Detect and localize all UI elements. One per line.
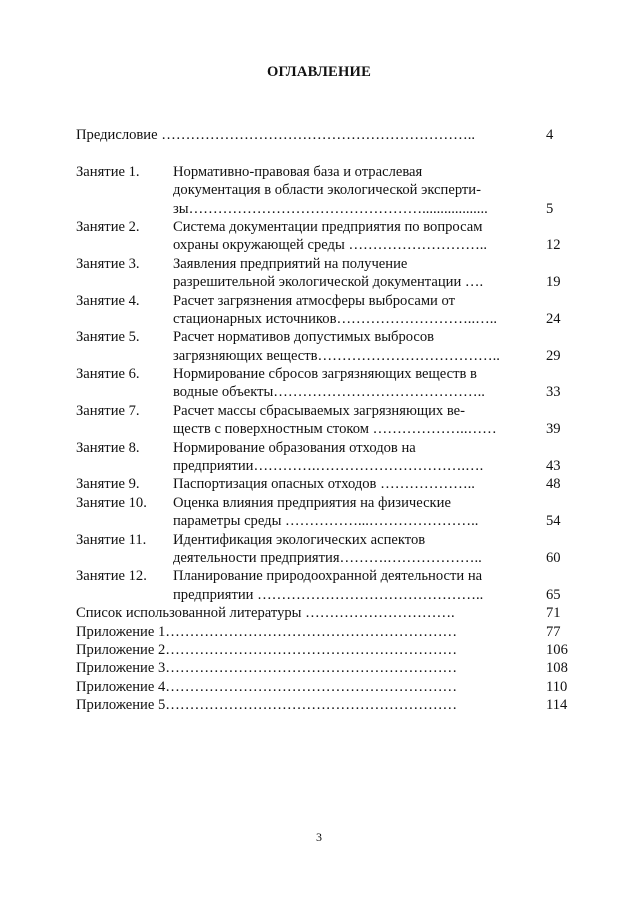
toc-entry-line	[76, 310, 576, 328]
toc-entry-text: Приложение 1……………………………………………………	[76, 623, 458, 640]
toc-page-number: 43	[546, 458, 561, 475]
toc-entry-line	[76, 181, 576, 199]
toc-page-number: 106	[546, 641, 568, 658]
toc-entry-text: Расчет массы сбрасываемых загрязняющих ве-	[173, 402, 465, 419]
toc-entry-preface	[76, 126, 576, 144]
page-number: 3	[316, 830, 322, 844]
toc-lesson-label: Занятие 10.	[76, 494, 147, 511]
toc-entry	[76, 659, 576, 677]
toc-entry-line	[76, 383, 576, 401]
toc-entry-line	[76, 218, 576, 236]
toc-entry-text: Приложение 3……………………………………………………	[76, 660, 458, 677]
toc-entry-text: предприятии ………………………………………..	[173, 586, 484, 603]
toc-entry-line	[76, 586, 576, 604]
toc-page-number: 33	[546, 384, 561, 401]
toc-entry-line	[76, 549, 576, 567]
spacer	[76, 144, 576, 162]
toc-entry-text: охраны окружающей среды ………………………..	[173, 237, 488, 254]
appendix-entries	[76, 604, 576, 714]
toc-page-number: 114	[546, 697, 568, 714]
toc-entry-text: Предисловие ………………………………………………………..	[76, 127, 476, 143]
toc-entry-text: Паспортизация опасных отходов ………………..	[173, 476, 475, 493]
toc-lesson-label: Занятие 4.	[76, 292, 140, 309]
toc-lesson-label: Занятие 5.	[76, 329, 140, 346]
lesson-entries	[76, 163, 576, 604]
toc-entry-text: Идентификация экологических аспектов	[173, 531, 426, 548]
toc-entry-line	[76, 531, 576, 549]
toc-entry-line	[76, 347, 576, 365]
toc-page-number: 54	[546, 513, 561, 530]
toc-entry-line	[76, 292, 576, 310]
toc-entry-line	[76, 567, 576, 585]
toc-lesson-label: Занятие 11.	[76, 531, 147, 548]
toc-entry-text: предприятии………….………………………….….	[173, 458, 484, 475]
toc-entry-line	[76, 328, 576, 346]
toc-page-number: 110	[546, 678, 568, 695]
toc-entry-text: ществ с поверхностным стоком ………………..……	[173, 421, 497, 438]
toc-page-number: 39	[546, 421, 561, 438]
toc-page-number: 4	[546, 127, 554, 143]
toc-entry-text: Нормирование сбросов загрязняющих веществ в	[173, 366, 477, 383]
toc-entry-line	[76, 475, 576, 493]
toc-entry-line	[76, 512, 576, 530]
toc-entry-line	[76, 255, 576, 273]
toc-entry-text: разрешительной экологической документации ….	[173, 274, 484, 291]
toc-entry-line	[76, 273, 576, 291]
toc-entry-text: Нормативно-правовая база и отраслевая	[173, 163, 423, 180]
toc-entry-line	[76, 439, 576, 457]
page-title: ОГЛАВЛЕНИЕ	[266, 64, 372, 80]
toc-entry	[76, 696, 576, 714]
toc-entry-text: Система документации предприятия по вопросам	[173, 218, 483, 235]
toc-entry-line	[76, 163, 576, 181]
toc-page-number: 24	[546, 310, 561, 327]
toc-entry-text: Расчет загрязнения атмосферы выбросами от	[173, 292, 455, 309]
toc-entry-text: Приложение 2……………………………………………………	[76, 641, 458, 658]
toc-page-number: 65	[546, 586, 561, 603]
toc-lesson-label: Занятие 3.	[76, 255, 140, 272]
toc-page-number: 12	[546, 237, 561, 254]
toc-entry-text: Нормирование образования отходов на	[173, 439, 416, 456]
toc-lesson-label: Занятие 9.	[76, 476, 140, 493]
toc-page-number: 60	[546, 549, 561, 566]
toc-lesson-label: Занятие 2.	[76, 218, 140, 235]
toc-entry-text: зы…………………………………………..................	[173, 200, 488, 217]
toc-lesson-label: Занятие 8.	[76, 439, 140, 456]
toc-page-number: 108	[546, 660, 568, 677]
toc-entry-line	[76, 420, 576, 438]
toc-page-number: 19	[546, 274, 561, 291]
toc-page-number: 5	[546, 200, 554, 217]
toc-entry-line	[76, 402, 576, 420]
toc-lesson-label: Занятие 7.	[76, 402, 140, 419]
toc-entry-line	[76, 200, 576, 218]
toc-entry-text: Расчет нормативов допустимых выбросов	[173, 329, 435, 346]
toc-entry-text: водные объекты……………………………………..	[173, 384, 485, 401]
toc-entry-text: стационарных источников………………………..…..	[173, 310, 497, 327]
toc-entry-text: Заявления предприятий на получение	[173, 255, 408, 272]
toc-entry-text: Приложение 4……………………………………………………	[76, 678, 458, 695]
toc-lesson-label: Занятие 1.	[76, 163, 140, 180]
toc-entry	[76, 623, 576, 641]
toc-entry-line	[76, 494, 576, 512]
toc-entry-text: Планирование природоохранной деятельности на	[173, 568, 483, 585]
toc-entry	[76, 641, 576, 659]
toc-page-number: 29	[546, 347, 561, 364]
toc-entry	[76, 604, 576, 622]
toc-page-number: 71	[546, 605, 561, 622]
toc-entry	[76, 678, 576, 696]
toc-entry-line	[76, 457, 576, 475]
toc-entry-text: Приложение 5……………………………………………………	[76, 697, 458, 714]
toc-entry-text: деятельности предприятия……….………………..	[173, 549, 482, 566]
table-of-contents	[76, 126, 576, 715]
toc-page-number: 77	[546, 623, 561, 640]
toc-entry-line	[76, 365, 576, 383]
toc-entry-text: Оценка влияния предприятия на физические	[173, 494, 451, 511]
toc-lesson-label: Занятие 6.	[76, 366, 140, 383]
toc-entry-text: параметры среды ……………...…………………..	[173, 513, 479, 530]
toc-entry-text: документация в области экологической эксперти-	[173, 182, 481, 199]
toc-entry-line	[76, 236, 576, 254]
toc-entry-text: Список использованной литературы ………………………….	[76, 605, 455, 622]
toc-page-number: 48	[546, 476, 561, 493]
toc-entry-text: загрязняющих веществ………………………………..	[173, 347, 500, 364]
toc-lesson-label: Занятие 12.	[76, 568, 147, 585]
